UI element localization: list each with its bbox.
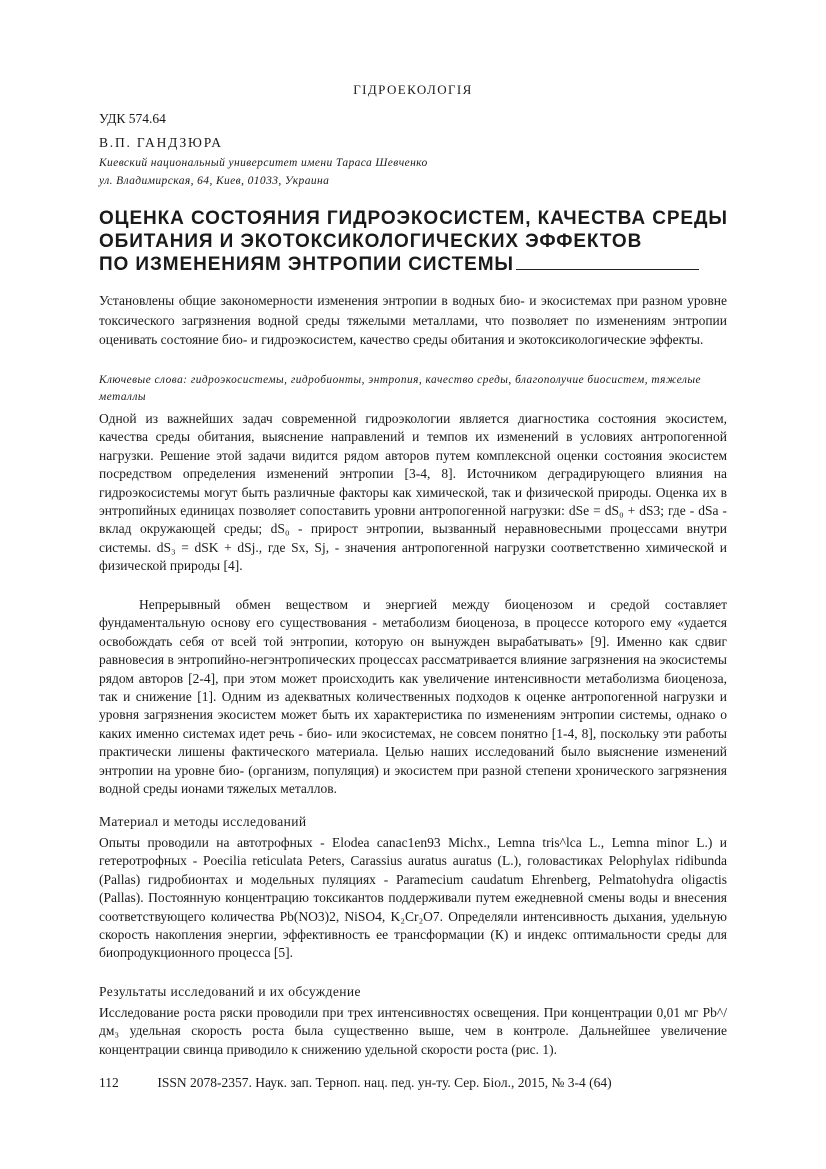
abstract: Установлены общие закономерности изменения энтропии в водных био- и экосистемах при разном уровне токсического загрязнения водной среды тяжелыми металлами, что позволяет по изменениям энтропии оценивать состояние био- и гидроэкосистем, качество среды обитания и экотоксикологические эффекты. bbox=[99, 293, 727, 348]
paragraph-methods: Опыты проводили на автотрофных - Elodea canac1en93 Michx., Lemna tris^lca L., Lemna minor L.) и гетеротрофных - Poecilia reticulata Peters, Carassius auratus auratus (L.), головастиках Pelophylax ridibunda (Pallas) гидробионтах и модельных пуляциях - Paramecium caudatum Ehrenberg, Pelmatohydra oligactis (Pallas). Постоянную концентрацию токсикантов поддерживали путем ежедневной смены воды и внесения соответствующего количества Pb(NO3)2, NiSO4, K₂Cr₂O7. Определяли интенсивность дыхания, удельную скорость накопления энергии, эффективность ее трансформации (К) и индекс оптимальности среды для биопродукционного процесса [5]. bbox=[99, 835, 727, 961]
title-underline-rule bbox=[516, 253, 699, 270]
title-line-3 bbox=[99, 253, 739, 276]
heading-methods: Материал и методы исследований bbox=[99, 814, 307, 829]
title-line-2: ОБИТАНИЯ И ЭКОТОКСИКОЛОГИЧЕСКИХ ЭФФЕКТОВ bbox=[99, 231, 643, 252]
heading-results: Результаты исследований и их обсуждение bbox=[99, 984, 361, 999]
article-title bbox=[99, 207, 739, 276]
keywords-text: гидроэкосистемы, гидробионты, энтропия, качество среды, благополучие биосистем, тяжелые металлы bbox=[99, 374, 702, 403]
keywords-label: Ключевые слова: bbox=[99, 374, 188, 386]
affiliation-address: ул. Владимирская, 64, Киев, 01033, Украина bbox=[99, 175, 330, 187]
keywords bbox=[99, 372, 727, 405]
page-number: 112 bbox=[99, 1075, 119, 1090]
title-line-3-text: ПО ИЗМЕНЕНИЯМ ЭНТРОПИИ СИСТЕМЫ bbox=[99, 254, 514, 275]
paragraph-aim: Непрерывный обмен веществом и энергией между биоценозом и средой составляет фундаментальную основу его существования - метаболизм биоценоза, в процессе которого ему «удается освобождать себя от всей той энтропии, которую он вынужден вырабатывать» [9]. Именно как сдвиг равновесия в энтропийно-негэнтропических процессах рассматривается влияние загрязнения на экосистемы рядом авторов [2-4], при этом может происходить как увеличение интенсивности метаболизма биоценоза, так и снижение [1]. Одним из адекватных количественных подходов к оценке антропогенной нагрузки и уровня загрязнения экосистем может быть их характеристика по изменениям энтропии системы, однако о каких именно системах идет речь - био- или экосистемах, не совсем понятно [1-4, 8], поскольку эти работы практически лишены фактического материала. Целью наших исследований было выяснение изменений энтропии на уровне био- (организм, популяция) и экосистем при разной степени хронического загрязнения водной среды ионами тяжелых металлов. bbox=[99, 597, 727, 797]
author-name: В.П. ГАНДЗЮРА bbox=[99, 135, 223, 150]
page-footer bbox=[99, 1075, 739, 1091]
affiliation-institution: Киевский национальный университет имени Тараса Шевченко bbox=[99, 157, 428, 169]
udk-code: УДК 574.64 bbox=[99, 111, 166, 126]
section-heading: ГІДРОЕКОЛОГІЯ bbox=[353, 82, 473, 97]
paragraph-results: Исследование роста ряски проводили при трех интенсивностях освещения. При концентрации 0,01 мг Pb^/дм₃ удельная скорость роста была существенно выше, чем в контроле. Дальнейшее увеличение концентрации свинца приводило к снижению удельной скорости роста (рис. 1). bbox=[99, 1005, 727, 1057]
journal-citation: ISSN 2078-2357. Наук. зап. Терноп. нац. пед. ун-ту. Сер. Біол., 2015, № 3-4 (64) bbox=[157, 1075, 612, 1090]
title-line-1: ОЦЕНКА СОСТОЯНИЯ ГИДРОЭКОСИСТЕМ, КАЧЕСТВА СРЕДЫ bbox=[99, 208, 728, 229]
paragraph-intro: Одной из важнейших задач современной гидроэкологии является диагностика состояния экосистем, качества среды обитания, выяснение направлений и темпов их изменений в условиях антропогенной нагрузки. Решение этой задачи видится рядом авторов путем комплексной оценки состояния экосистем посредством определения изменений энтропии [3-4, 8]. Источником деградирующего влияния на гидроэкосистемы могут быть различные факторы как химической, так и физической природы. Оценка их в энтропийных единицах позволяет сопоставить уровни антропогенной нагрузки: dSe = dS₀ + dS3; где - dSa - вклад окружающей среды; dS₀ - прирост энтропии, вызванный неравновесными процессами внутри системы. dS₃ = dSK + dSj., где Sx, Sj, - значения антропогенной нагрузки соответственно химической и физической природы [4]. bbox=[99, 411, 727, 574]
